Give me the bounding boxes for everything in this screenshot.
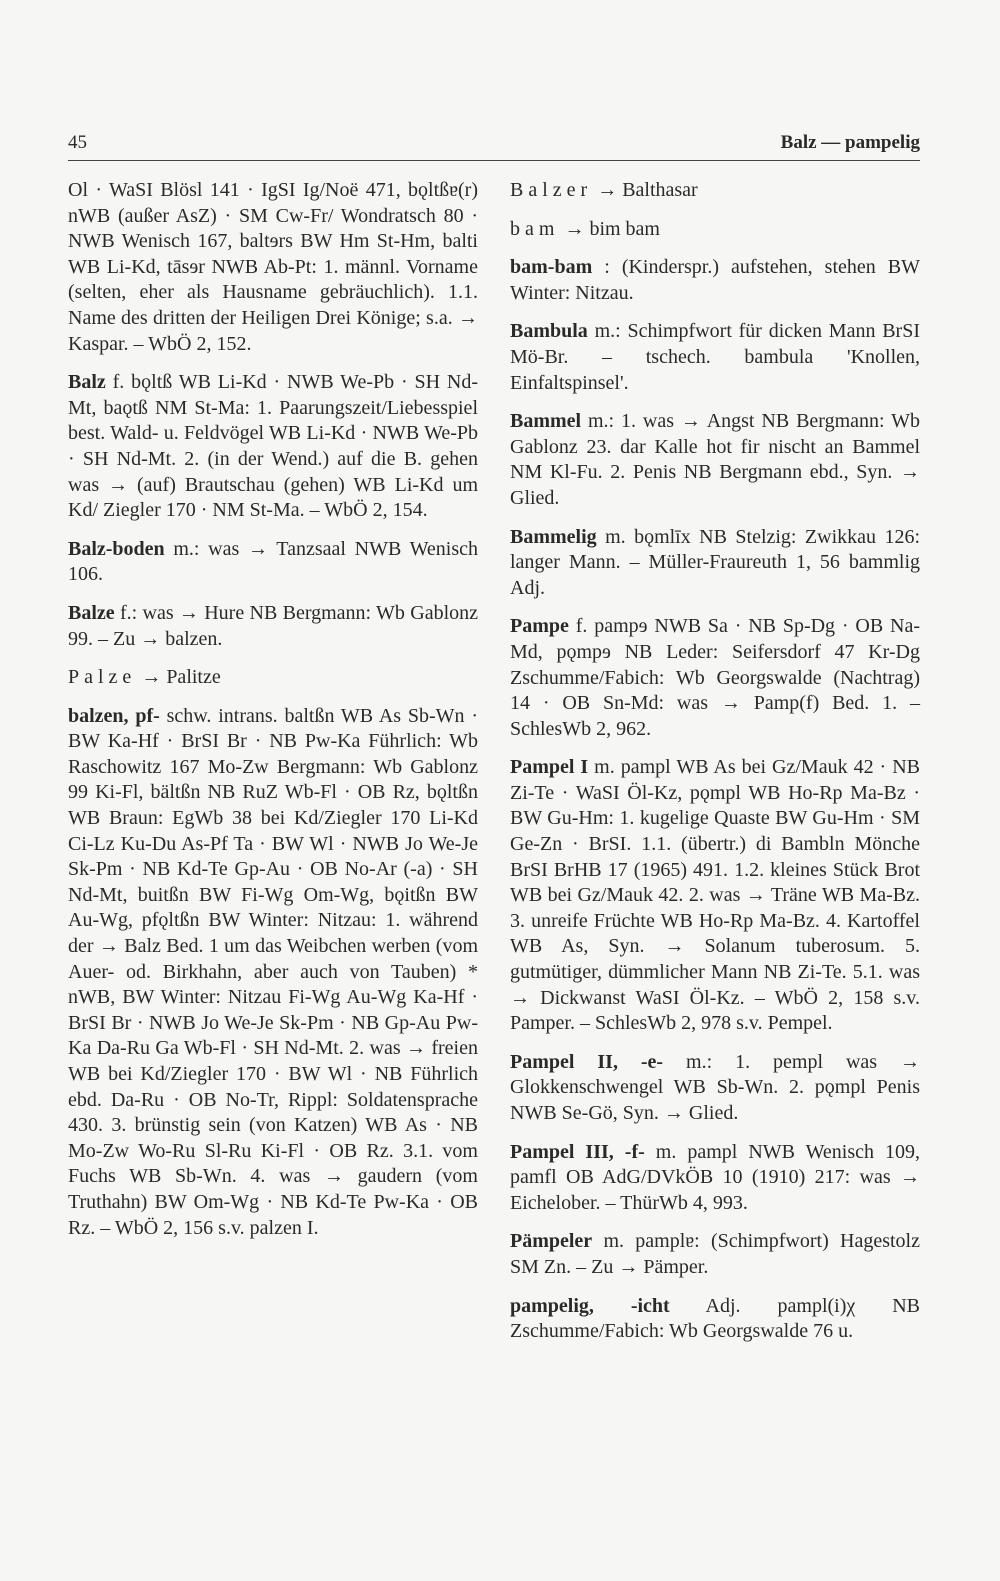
dictionary-entry (510, 755, 920, 1037)
headword: Bammel (510, 410, 582, 433)
dictionary-entry (68, 537, 478, 588)
dictionary-entry (510, 319, 920, 396)
cross-reference-entry (68, 665, 478, 691)
headword: balzen, pf- (68, 704, 160, 727)
headword: Pampel III, -f- (510, 1140, 645, 1163)
entry-text: → Palitze (136, 666, 221, 689)
dictionary-entry (510, 614, 920, 742)
spaced-headword: Balzer (510, 179, 593, 201)
entry-text: Ol · WaSI Blösl 141 · IgSI Ig/Noë 471, bǫltßɐ(r) nWB (außer AsZ) · SM Cw-Fr/ Wondratsch 80 · NWB Wenisch 167, baltɘrs BW Hm St-Hm, balti WB Li-Kd, tāsɘr NWB Ab-Pt: 1. männl. Vorname (selten, eher als Hausname gebräuchlich). 1.1. Name des dritten der Heiligen Drei Könige; s.a. → Kaspar. – WbÖ 2, 152. (68, 179, 478, 355)
entry-text: : (Kinderspr.) aufstehen, stehen BW Winter: Nitzau. (510, 256, 920, 304)
headword: pampelig, -icht (510, 1294, 670, 1317)
headword: bam-bam (510, 256, 593, 279)
entry-text: m. bǫmlīx NB Stelzig: Zwikkau 126: langer Mann. – Müller-Fraureuth 1, 56 bammlig Adj. (510, 525, 920, 599)
dictionary-entry (510, 1050, 920, 1127)
entry-text: m.: 1. pempl was → Glokkenschwengel WB Sb-Wn. 2. pǫmpl Penis NWB Se-Gö, Syn. → Glied. (510, 1050, 920, 1124)
headword: Pämpeler (510, 1230, 593, 1253)
headword: Balze (68, 601, 115, 624)
headword: Bambula (510, 320, 588, 343)
headword: Pampe (510, 615, 569, 638)
headword: Balz-boden (68, 537, 165, 560)
headword: Bammelig (510, 525, 597, 548)
dictionary-entry (68, 704, 478, 1241)
dictionary-entry (68, 601, 478, 652)
dictionary-entry (510, 409, 920, 511)
entry-text: m. pampl WB As bei Gz/Mauk 42 · NB Zi-Te · WaSI Öl-Kz, pǫmpl WB Ho-Rp Ma-Bz · BW Gu-Hm: 1. kugelige Quaste BW Gu-Hm · SM Ge-Zn · BrSI. 1.1. (übertr.) di Bambln Mönche BrSI BrHB 17 (1965) 491. 1.2. kleines Stück Brot WB bei Gz/Mauk 42. 2. was → Träne WB Ma-Bz. 3. unreife Früchte WB Ho-Rp Ma-Bz. 4. Kartoffel WB As, Syn. → Solanum tuberosum. 5. gutmütiger, dümmlicher Mann NB Zi-Te. 5.1. was → Dickwanst WaSI Öl-Kz. – WbÖ 2, 158 s.v. Pamper. – SchlesWb 2, 978 s.v. Pempel. (510, 756, 920, 1035)
cross-reference-entry (510, 178, 920, 204)
entry-text: → Balthasar (592, 179, 698, 201)
dictionary-entry (68, 370, 478, 524)
spaced-headword: Palze (68, 666, 137, 689)
spaced-headword: bam (510, 217, 560, 240)
dictionary-entry (510, 1140, 920, 1217)
headword: Balz (68, 371, 106, 394)
entry-text: f. bǫltß WB Li-Kd · NWB We-Pb · SH Nd-Mt, baǫtß NM St-Ma: 1. Paarungszeit/Liebesspiel best. Wald- u. Feldvögel WB Li-Kd · NWB We-Pb · SH Nd-Mt. 2. (in der Wend.) auf die B. gehen was → (auf) Brautschau (gehen) WB Li-Kd um Kd/ Ziegler 170 · NM St-Ma. – WbÖ 2, 154. (68, 371, 478, 522)
entry-text: m.: 1. was → Angst NB Bergmann: Wb Gablonz 23. dar Kalle hot fir nischt an Bammel NM Kl-Fu. 2. Penis NB Bergmann ebd., Syn. → Glied. (510, 410, 920, 509)
running-head: Balz — pampelig (780, 132, 920, 153)
headword: Pampel II, -e- (510, 1050, 664, 1073)
cross-reference-entry (510, 217, 920, 243)
entry-text: f.: was → Hure NB Bergmann: Wb Gablonz 99. – Zu → balzen. (68, 601, 478, 650)
page-header (68, 130, 920, 161)
page-number: 45 (68, 132, 87, 153)
entry-text: Adj. pampl(i)χ NB Zschumme/Fabich: Wb Georgswalde 76 u. (510, 1294, 920, 1343)
entry-text: m. pampl NWB Wenisch 109, pamfl OB AdG/DVkÖB 10 (1910) 217: was → Eichelober. – ThürWb 4, 993. (510, 1140, 921, 1214)
dictionary-entry (510, 525, 920, 602)
dictionary-entry (510, 255, 920, 306)
entry-text: m.: was → Tanzsaal NWB Wenisch 106. (68, 537, 478, 586)
dictionary-entry (68, 178, 478, 357)
entry-text: f. pampɘ NWB Sa · NB Sp-Dg · OB Na-Md, pǫmpɘ NB Leder: Seifersdorf 47 Kr-Dg Zschumme/Fabich: Wb Georgswalde (Nachtrag) 14 · OB Sn-Md: was → Pamp(f) Bed. 1. – SchlesWb 2, 962. (510, 615, 920, 740)
entry-text: → bim bam (559, 217, 660, 240)
dictionary-entry (510, 1229, 920, 1280)
dictionary-entry (510, 1294, 920, 1345)
left-column (68, 178, 478, 1254)
headword: Pampel I (510, 756, 589, 779)
entry-text: m.: Schimpfwort für dicken Mann BrSI Mö-Br. – tschech. bambula 'Knollen, Einfaltspinsel'. (510, 320, 920, 394)
entry-text: m. pamplɐ: (Schimpfwort) Hagestolz SM Zn. – Zu → Pämper. (510, 1230, 920, 1278)
entry-text: schw. intrans. baltßn WB As Sb-Wn · BW Ka-Hf · BrSI Br · NB Pw-Ka Führlich: Wb Raschowitz 167 Mo-Zw Bergmann: Wb Gablonz 99 Ki-Fl, bältßn NB RuZ Wb-Fl · OB Rz, bǫltßn WB Braun: EgWb 38 bei Kd/Ziegler 170 Li-Kd Ci-Lz Ku-Du As-Pf Ta · BW Wl · NWB Jo We-Je Sk-Pm · NB Kd-Te Gp-Au · OB No-Ar (-a) · SH Nd-Mt, buitßn BW Fi-Wg Om-Wg, bǫitßn BW Au-Wg, pfǫltßn BW Winter: Nitzau: 1. während der → Balz Bed. 1 um das Weibchen werben (vom Auer- od. Birkhahn, aber auch von Tauben) * nWB, BW Winter: Nitzau Fi-Wg Au-Wg Ka-Hf · BrSI Br · NWB Jo We-Je Sk-Pm · NB Gp-Au Pw-Ka Da-Ru Ga Wb-Fl · SH Nd-Mt. 2. was → freien WB bei Kd/Ziegler 170 · BW Wl · NB Führlich ebd. Da-Ru · OB No-Tr, Rippl: Soldatensprache 430. 3. brünstig sein (von Katzen) WB As · NB Mo-Zw Wo-Ru Sl-Ru Ki-Fl · OB Rz. 3.1. vom Fuchs WB Sb-Wn. 4. was → gaudern (vom Truthahn) BW Om-Wg · NB Kd-Te Pw-Ka · OB Rz. – WbÖ 2, 156 s.v. palzen I. (68, 704, 478, 1239)
right-column (510, 178, 920, 1358)
